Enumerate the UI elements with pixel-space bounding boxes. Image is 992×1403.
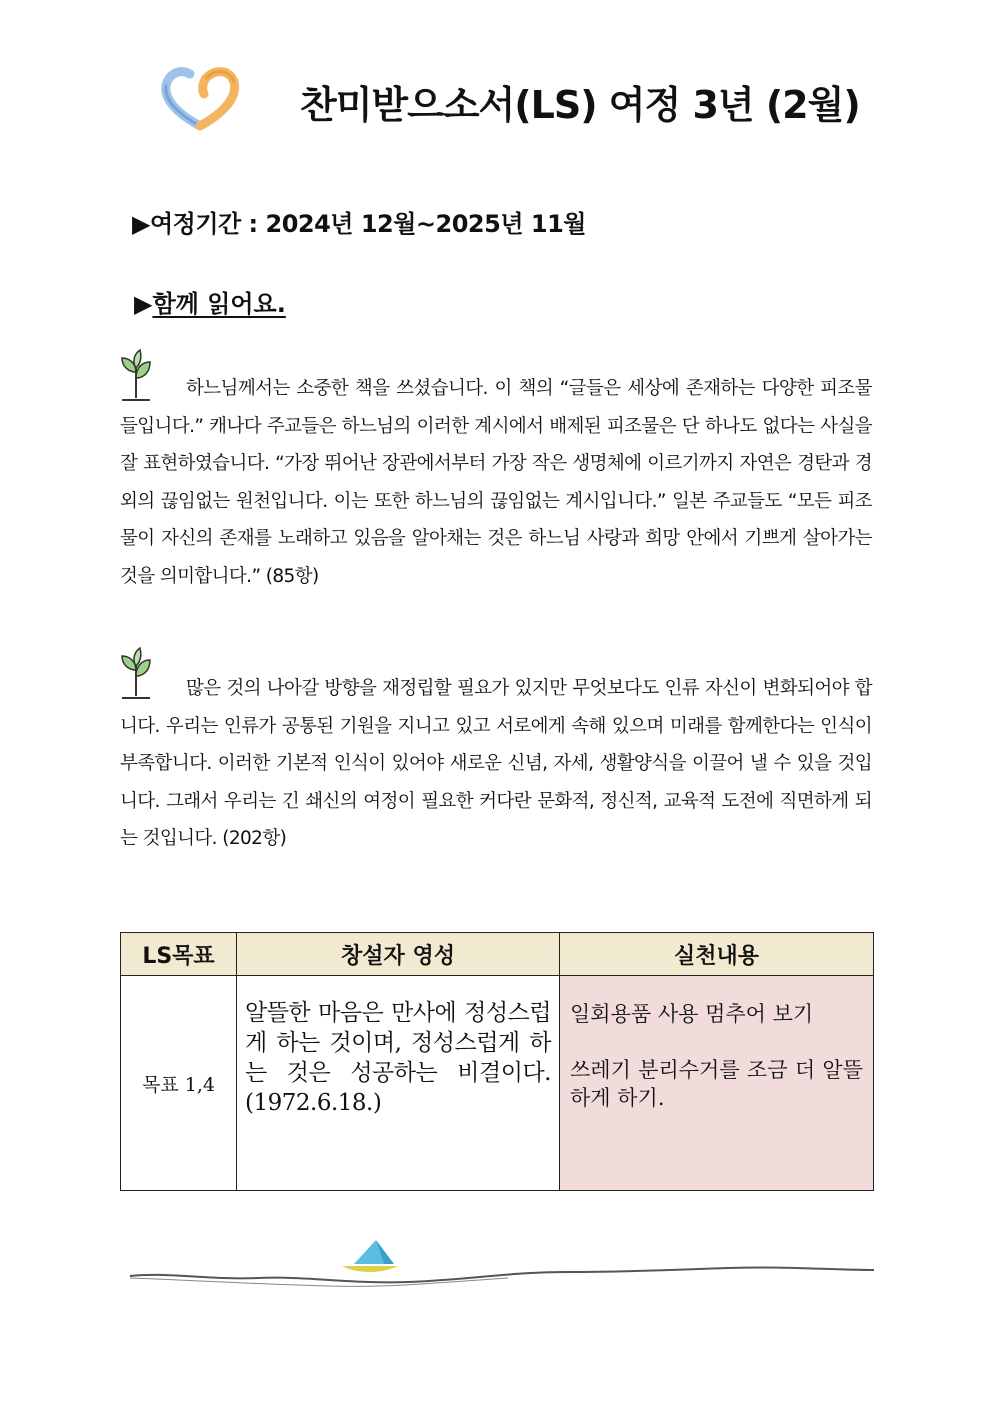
sailboat-icon bbox=[128, 1232, 876, 1296]
practice-item: 쓰레기 분리수거를 조금 더 알뜰하게 하기. bbox=[570, 1058, 863, 1110]
header-practice: 실천내용 bbox=[560, 933, 874, 976]
passage-text: 많은 것의 나아갈 방향을 재정립할 필요가 있지만 무엇보다도 인류 자신이 변화되어야 합니다. 우리는 인류가 공통된 기원을 지니고 있고 서로에게 속해 있으며 미래를 함께한다는 인식이 부족합니다. 이러한 기본적 인식이 있어야 새로운 신념, 자세, 생활양식을 이끌어 낼 수 있을 것입니다. 그래서 우리는 긴 쇄신의 여정이 필요한 커다란 문화적, 정신적, 교육적 도전에 직면하게 되는 것입니다. (202항) bbox=[120, 678, 872, 849]
table-header-row bbox=[121, 933, 874, 976]
header-ls-goal: LS목표 bbox=[121, 933, 237, 976]
header-founder-spirituality: 창설자 영성 bbox=[237, 933, 560, 976]
practice-cell bbox=[560, 976, 874, 1191]
read-together-label: 함께 읽어요. bbox=[152, 290, 286, 318]
practice-item: 일회용품 사용 멈추어 보기 bbox=[570, 1002, 814, 1026]
spirit-cell: 알뜰한 마음은 만사에 정성스럽게 하는 것이며, 정성스럽게 하는 것은 성공하는 비결이다. (1972.6.18.) bbox=[237, 976, 560, 1191]
table-row bbox=[121, 976, 874, 1191]
passage-85 bbox=[120, 370, 872, 595]
arrow-marker: ▶ bbox=[134, 290, 153, 318]
ls-goal-table bbox=[120, 932, 874, 1191]
passage-202 bbox=[120, 670, 872, 858]
read-together-heading bbox=[134, 284, 286, 319]
page-title: 찬미받으소서(LS) 여정 3년 (2월) bbox=[300, 83, 860, 127]
goal-cell: 목표 1,4 bbox=[121, 976, 237, 1191]
journey-period: ▶여정기간 : 2024년 12월~2025년 11월 bbox=[132, 210, 586, 238]
heart-icon bbox=[158, 64, 242, 134]
passage-text: 하느님께서는 소중한 책을 쓰셨습니다. 이 책의 “글들은 세상에 존재하는 다양한 피조물들입니다.” 캐나다 주교들은 하느님의 이러한 계시에서 배제된 피조물은 단 하나도 없다는 사실을 잘 표현하였습니다. “가장 뛰어난 장관에서부터 가장 작은 생명체에 이르기까지 자연은 경탄과 경외의 끊임없는 원천입니다. 이는 또한 하느님의 끊임없는 계시입니다.” 일본 주교들도 “모든 피조물이 자신의 존재를 노래하고 있음을 알아채는 것은 하느님 사랑과 희망 안에서 기쁘게 살아가는 것을 의미합니다.” (85항) bbox=[120, 378, 872, 587]
